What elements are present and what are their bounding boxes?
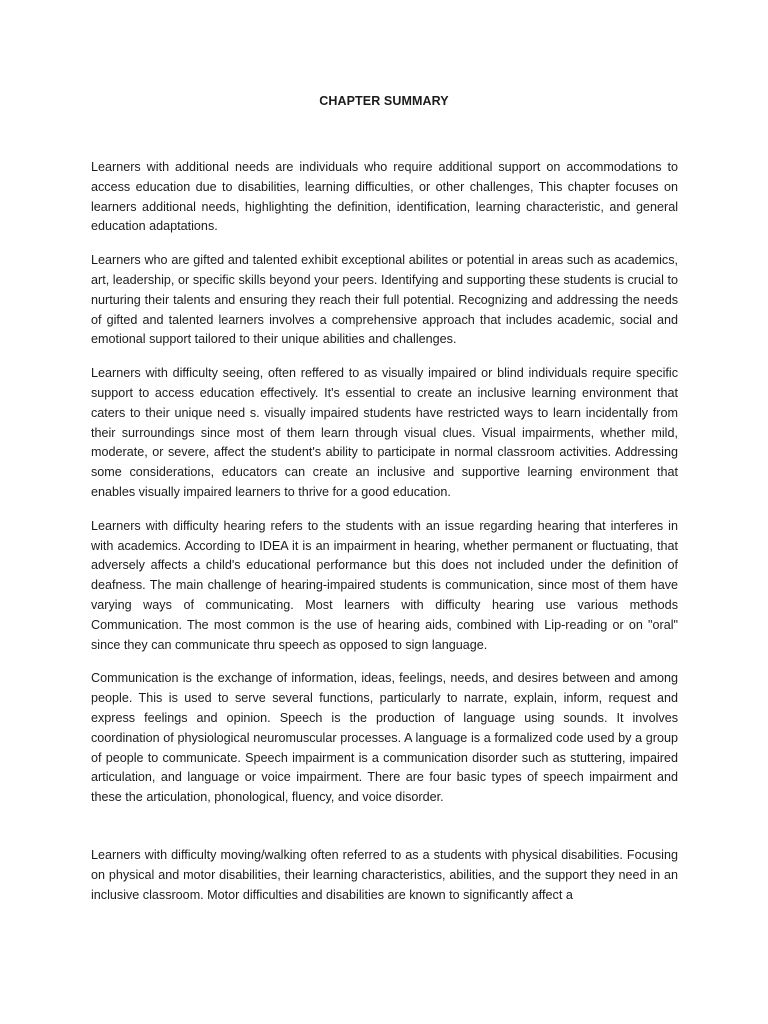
document-body bbox=[91, 158, 678, 919]
paragraph-difficulty-seeing: Learners with difficulty seeing, often reffered to as visually impaired or blind individuals require specific support to access education effectively. It's essential to create an inclusive learning environment that caters to their unique need s. visually impaired students have restricted ways to learn incidentally from their surroundings since most of them learn through visual clues. Visual impairments, whether mild, moderate, or severe, affect the student's ability to participate in normal classroom activities. Addressing some considerations, educators can create an inclusive and supportive learning environment that enables visually impaired learners to thrive for a good education. bbox=[91, 366, 678, 499]
paragraph-gifted-talented: Learners who are gifted and talented exhibit exceptional abilites or potential in areas such as academics, art, leadership, or specific skills beyond your peers. Identifying and supporting these students is crucial to nurturing their talents and ensuring they reach their full potential. Recognizing and addressing the needs of gifted and talented learners involves a comprehensive approach that includes academic, social and emotional support tailored to their unique abilities and challenges. bbox=[91, 253, 678, 347]
paragraph-difficulty-moving: Learners with difficulty moving/walking often referred to as a students with physical disabilities. Focusing on physical and motor disabilities, their learning characteristics, abilities, and the support they need in an inclusive classroom. Motor difficulties and disabilities are known to significantly affect a bbox=[91, 847, 678, 902]
page-title: CHAPTER SUMMARY bbox=[319, 94, 449, 108]
paragraph-additional-needs: Learners with additional needs are individuals who require additional support on accommodations to access education due to disabilities, learning difficulties, or other challenges, This chapter focuses on learners additional needs, highlighting the definition, identification, learning characteristic, and general education adaptations. bbox=[91, 160, 678, 234]
paragraph-communication: Communication is the exchange of information, ideas, feelings, needs, and desires between and among people. This is used to serve several functions, particularly to narrate, explain, inform, request and express feelings and opinion. Speech is the production of language using sounds. It involves coordination of physiological neuromuscular processes. A language is a formalized code used by a group of people to communicate. Speech impairment is a communication disorder such as stuttering, impaired articulation, and language or voice impairment. There are four basic types of speech impairment and these the articulation, phonological, fluency, and voice disorder. bbox=[91, 671, 678, 805]
paragraph-difficulty-hearing: Learners with difficulty hearing refers to the students with an issue regarding hearing that interferes in with academics. According to IDEA it is an impairment in hearing, whether permanent or fluctuating, that adversely affects a child's educational performance but this does not included under the definition of deafness. The main challenge of hearing-impaired students is communication, since most of them have varying ways of communicating. Most learners with difficulty hearing use various methods Communication. The most common is the use of hearing aids, combined with Lip-reading or on "oral" since they can communicate thru speech as opposed to sign language. bbox=[91, 518, 678, 652]
